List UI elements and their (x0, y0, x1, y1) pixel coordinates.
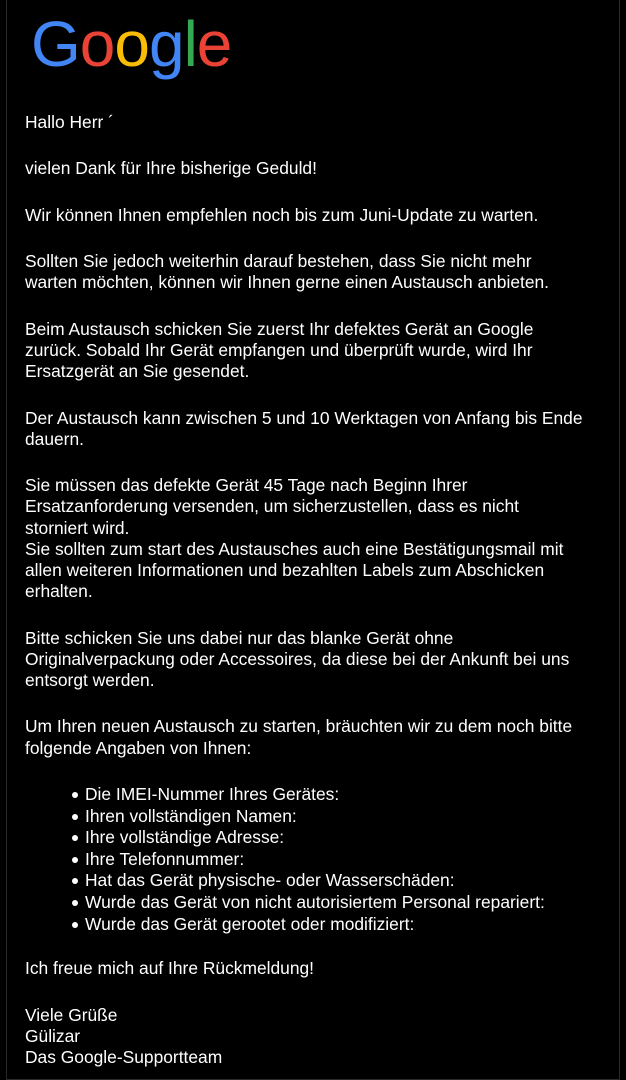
text-line: dauern. (25, 428, 84, 449)
google-logo (31, 4, 231, 84)
text-line: erhalten. (25, 581, 93, 602)
text-line: Um Ihren neuen Austausch zu starten, bräuchten wir zu dem noch bitte (25, 716, 573, 737)
logo-letter: e (196, 8, 232, 80)
required-info-list (25, 784, 615, 935)
logo-letter: o (114, 8, 149, 80)
text-line: vielen Dank für Ihre bisherige Geduld! (25, 158, 317, 179)
logo-letter: G (31, 8, 80, 80)
text-line: Sie sollten zum start des Austausches auch eine Bestätigungsmail mit (25, 538, 564, 559)
text-line: Viele Grüße (25, 1004, 118, 1025)
list-item: Wurde das Gerät von nicht autorisiertem Personal repariert: (85, 892, 615, 914)
email-view (6, 0, 620, 1080)
text-line: storniert wird. (25, 517, 130, 538)
request-paragraph (25, 716, 615, 758)
text-line: Sollten Sie jedoch weiterhin darauf bestehen, dass Sie nicht mehr (25, 251, 532, 272)
logo-letter: o (79, 8, 115, 80)
greeting (25, 112, 615, 133)
text-line: Beim Austausch schicken Sie zuerst Ihr defektes Gerät an Google (25, 318, 534, 339)
offer-paragraph (25, 251, 615, 293)
closing-paragraph (25, 958, 615, 979)
text-line: Bitte schicken Sie uns dabei nur das blanke Gerät ohne (25, 627, 454, 648)
text-line: Ersatzanforderung versenden, um sicherzustellen, dass es nicht (25, 496, 519, 517)
text-line: warten möchten, können wir Ihnen gerne einen Austausch anbieten. (25, 272, 550, 293)
signature (25, 1005, 615, 1069)
text-line: Sie müssen das defekte Gerät 45 Tage nach Beginn Ihrer (25, 475, 468, 496)
list-item: Ihre vollständige Adresse: (85, 827, 615, 849)
confirmation-paragraph (25, 539, 615, 603)
list-item: Hat das Gerät physische- oder Wasserschäden: (85, 870, 615, 892)
thanks-paragraph (25, 158, 615, 179)
packaging-paragraph (25, 628, 615, 692)
text-line: entsorgt werden. (25, 669, 155, 690)
logo-letter: l (183, 8, 197, 80)
email-body (25, 112, 615, 1068)
list-item: Ihre Telefonnummer: (85, 849, 615, 871)
deadline-paragraph (25, 475, 615, 539)
text-line: Hallo Herr ´ (25, 112, 114, 132)
text-line: Ersatzgerät an Sie gesendet. (25, 361, 250, 382)
text-line: folgende Angaben von Ihnen: (25, 737, 252, 758)
text-line: allen weiteren Informationen und bezahlten Labels zum Abschicken (25, 559, 545, 580)
text-line: Ich freue mich auf Ihre Rückmeldung! (25, 958, 315, 979)
duration-paragraph (25, 408, 615, 450)
list-item: Wurde das Gerät gerootet oder modifiziert: (85, 914, 615, 936)
text-line: Wir können Ihnen empfehlen noch bis zum Juni-Update zu warten. (25, 204, 539, 225)
list-item: Ihren vollständigen Namen: (85, 806, 615, 828)
recommendation-paragraph (25, 205, 615, 226)
text-line: Das Google-Supportteam (25, 1046, 223, 1067)
text-line: Gülizar (25, 1025, 81, 1046)
text-line: zurück. Sobald Ihr Gerät empfangen und überprüft wurde, wird Ihr (25, 339, 533, 360)
logo-letter: g (148, 8, 184, 80)
text-line: Originalverpackung oder Accessoires, da diese bei der Ankunft bei uns (25, 648, 570, 669)
list-item: Die IMEI-Nummer Ihres Gerätes: (85, 784, 615, 806)
text-line: Der Austausch kann zwischen 5 und 10 Werktagen von Anfang bis Ende (25, 407, 583, 428)
exchange-process-paragraph (25, 319, 615, 383)
